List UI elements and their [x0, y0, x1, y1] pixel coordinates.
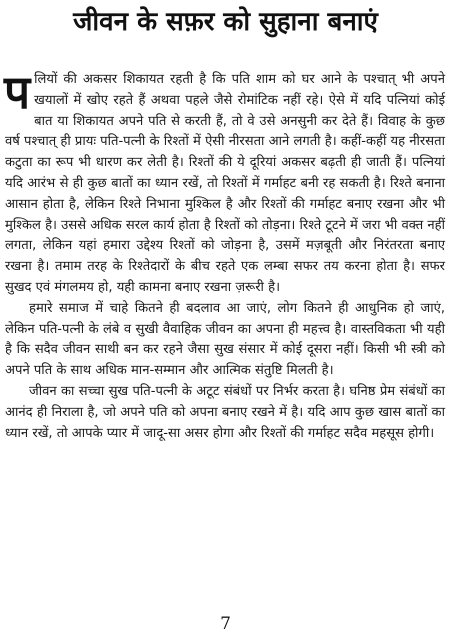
paragraph-1-text: लियों की अकसर शिकायत रहती है कि पति शाम को घर आने के पश्चात् भी अपने खयालों में खोए रहते हैं अथवा पहले जैसे रोमांटिक नहीं रहे। ऐसे में यदि पत्नियां कोई बात या शिकायत अपने पति से करती हैं, तो वे उसे अनसुनी कर देते हैं। विवाह के कुछ वर्ष पश्चात् ही प्रायः पति-पत्नी के रिश्तों में ऐसी नीरसता आने लगती है। कहीं-कहीं यह नीरसता कटुता का रूप भी धारण कर लेती है। रिश्तों की ये दूरियां अकसर बढ़ती ही जाती हैं। पत्नियां यदि आरंभ से ही कुछ बातों का ध्यान रखें, तो रिश्तों में गर्माहट बनी रह सकती है। रिश्ते बनाना आसान होता है, लेकिन रिश्ते निभाना मुश्किल है और रिश्तों की गर्माहट बनाए रखना और भी मुश्किल है। उससे अधिक सरल कार्य होता है रिश्तों को तोड़ना। रिश्ते टूटने में जरा भी वक्त नहीं लगता, लेकिन यहां हमारा उद्देश्य रिश्तों को जोड़ना है, उसमें मज़बूती और निरंतरता बनाए रखना है। तमाम तरह के रिश्तेदारों के बीच रहते एक लम्बा सफर तय करना होता है। सफर सुखद एवं मंगलमय हो, यही कामना बनाए रखना ज़रूरी है। [5, 72, 445, 295]
page-number: 7 [220, 614, 231, 634]
paragraph-1 [4, 65, 445, 299]
paragraph-3: जीवन का सच्चा सुख पति-पत्नी के अटूट संबंधों पर निर्भर करता है। घनिष्ठ प्रेम संबंधों का आनंद ही निराला है, जो अपने पति को अपना बनाए रखने में है। यदि आप कुछ खास बातों का ध्यान रखें, तो आपके प्यार में जादू-सा असर होगा और रिश्तों की गर्माहट सदैव महसूस होगी। [5, 383, 445, 441]
chapter-body [4, 65, 445, 444]
drop-cap: प [4, 65, 31, 119]
paragraph-2: हमारे समाज में चाहे कितने ही बदलाव आ जाएं, लोग कितने ही आधुनिक हो जाएं, लेकिन पति-पत्नी के लंबे व सुखी वैवाहिक जीवन का अपना ही महत्त्व है। वास्तविकता भी यही है कि सदैव जीवन साथी बन कर रहने जैसा सुख संसार में कोई दूसरा नहीं। किसी भी स्त्री को अपने पति के साथ अधिक मान-सम्मान और आत्मिक संतुष्टि मिलती है। [5, 300, 445, 379]
chapter-title: जीवन के सफ़र को सुहाना बनाएं [73, 7, 378, 37]
